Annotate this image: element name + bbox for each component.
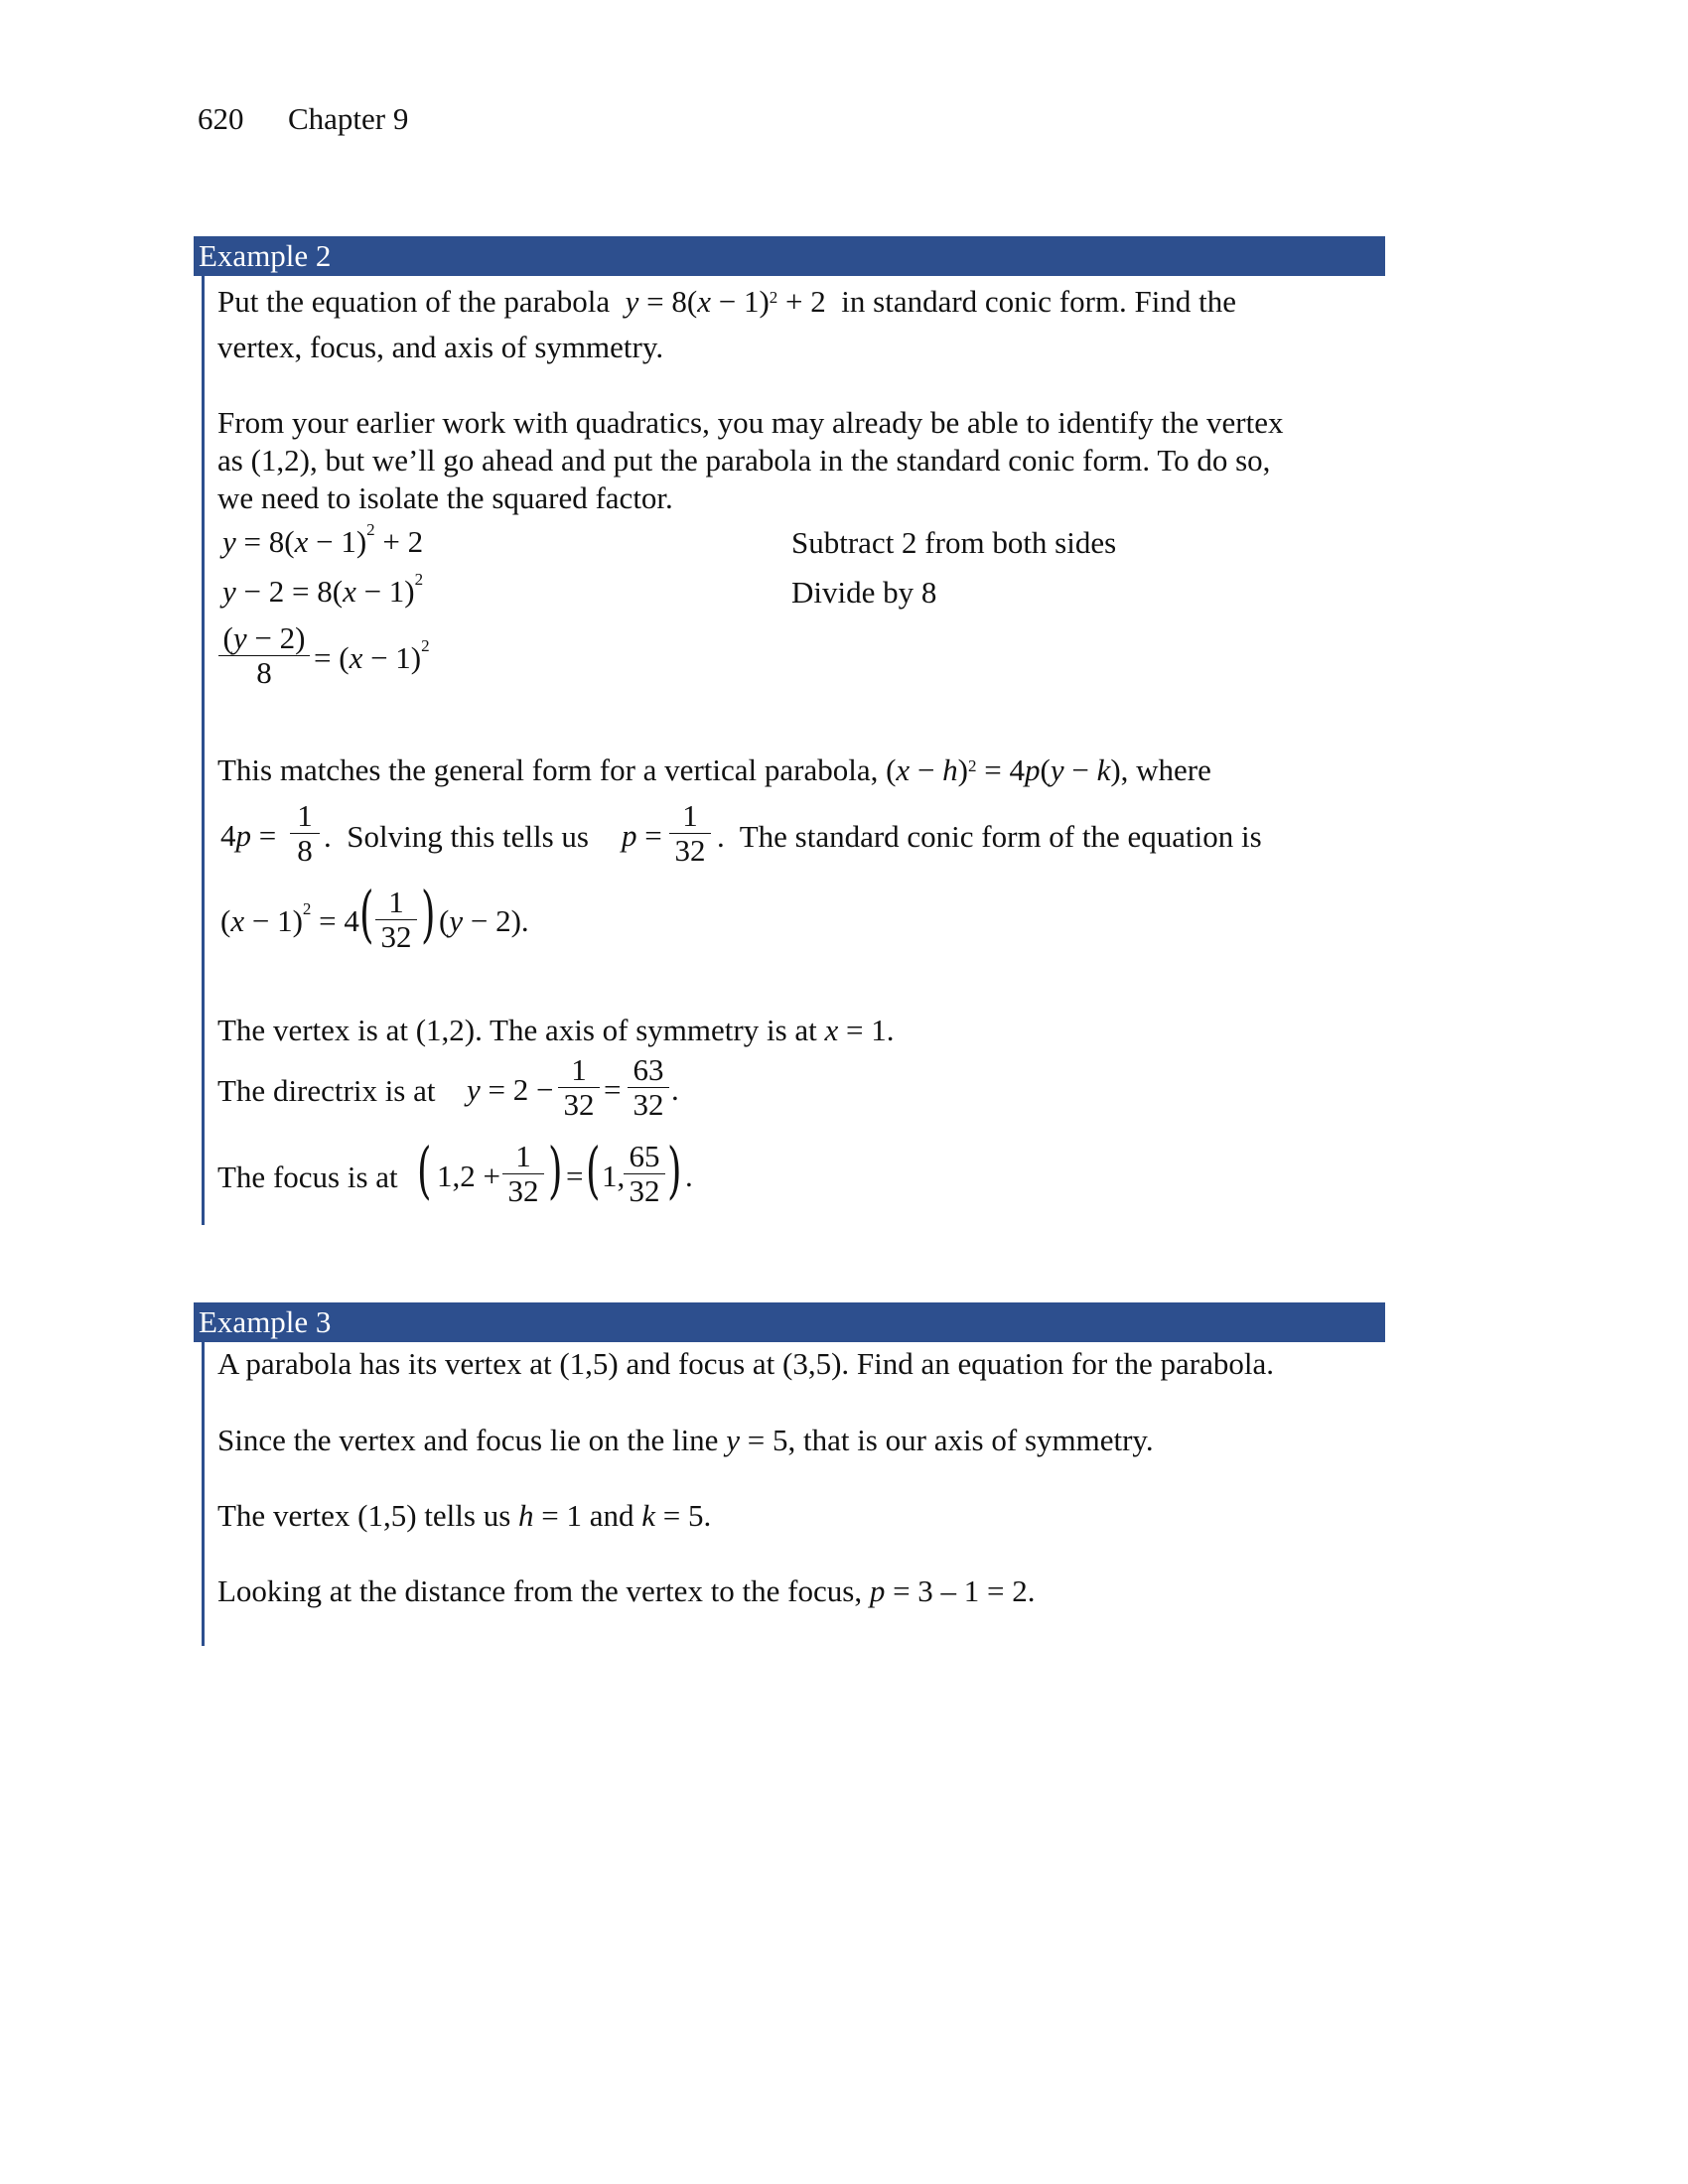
directrix-label: y = 2 −	[467, 1072, 554, 1107]
para1-line1: From your earlier work with quadratics, you may already be able to identify the vertex	[217, 405, 1284, 440]
four-p-fraction: $\frac{1}{8}$	[290, 799, 320, 868]
directrix-fraction-1: $\frac{1}{32}$	[558, 1053, 600, 1122]
focus-eq: =	[566, 1159, 584, 1193]
step3-fraction: $\frac{(y - 2)}{8}$	[218, 621, 310, 690]
step1-equation: $y = 8(x - 1)^2 + 2$	[222, 520, 424, 559]
focus-fraction-1: $\frac{1}{32}$	[502, 1140, 544, 1208]
focus-fraction-2: $\frac{65}{32}$	[624, 1140, 665, 1208]
chapter-title: Chapter 9	[288, 101, 409, 136]
directrix-period: .	[671, 1072, 679, 1107]
focus-paren-close: )	[548, 1134, 563, 1206]
para2-line1: This matches the general form for a vertical parabola, $(x - h)^2 = 4p(y - k)$, where	[217, 752, 1211, 787]
example-3-rule	[202, 1342, 205, 1646]
focus-period: .	[685, 1159, 693, 1193]
focus-paren-close-2: )	[667, 1134, 682, 1206]
solve-text: . Solving this tells us	[324, 819, 589, 854]
page-number: 620	[198, 101, 244, 136]
example-2-problem-cont: vertex, focus, and axis of symmetry.	[217, 330, 664, 364]
p-fraction: $\frac{1}{32}$	[669, 799, 711, 868]
step1-note: Subtract 2 from both sides	[791, 525, 1117, 560]
example-3-header: Example 3	[194, 1302, 1385, 1342]
example-3-line3: Looking at the distance from the vertex to the focus, p = 3 – 1 = 2.	[217, 1573, 1036, 1608]
focus-coords: 1,2 +	[437, 1159, 500, 1193]
conic-fraction: $\frac{1}{32}$	[375, 886, 417, 954]
directrix-fraction-2: $\frac{63}{32}$	[628, 1053, 669, 1122]
step2-note: Divide by 8	[791, 575, 937, 610]
focus-paren-open: (	[417, 1134, 432, 1206]
standard-text: . The standard conic form of the equation is	[717, 819, 1262, 854]
example-2-header: Example 2	[194, 236, 1385, 276]
step3-rhs: = $(x - 1)^2$	[314, 636, 430, 675]
para1-line2: as (1,2), but we’ll go ahead and put the parabola in the standard conic form. To do so,	[217, 443, 1271, 478]
example-3-line2: The vertex (1,5) tells us h = 1 and k = 5.	[217, 1498, 712, 1533]
para1-line3: we need to isolate the squared factor.	[217, 480, 673, 515]
p-label: p =	[622, 818, 662, 853]
paren-open: (	[359, 878, 374, 950]
example-2-problem: Put the equation of the parabola $y = 8(x - 1)^2 + 2$ in standard conic form. Find the	[217, 284, 1237, 319]
paren-close: )	[421, 878, 436, 950]
focus-x: 1,	[602, 1159, 626, 1193]
vertex-line: The vertex is at (1,2). The axis of symmetry is at x = 1.	[217, 1013, 895, 1047]
directrix-eq: =	[604, 1072, 622, 1107]
step2-equation: $y - 2 = 8(x - 1)^2$	[222, 570, 424, 609]
directrix-text: The directrix is at	[217, 1073, 436, 1108]
conic-rhs: (y − 2).	[439, 903, 529, 938]
focus-paren-open-2: (	[586, 1134, 601, 1206]
example-2-rule	[202, 276, 205, 1225]
example-3-line1: Since the vertex and focus lie on the line y = 5, that is our axis of symmetry.	[217, 1423, 1154, 1457]
conic-lhs: $(x - 1)^2 = 4$	[220, 899, 359, 938]
focus-text: The focus is at	[217, 1160, 398, 1194]
four-p-label: 4p =	[220, 818, 277, 853]
example-3-problem: A parabola has its vertex at (1,5) and focus at (3,5). Find an equation for the parabola.	[217, 1346, 1274, 1381]
